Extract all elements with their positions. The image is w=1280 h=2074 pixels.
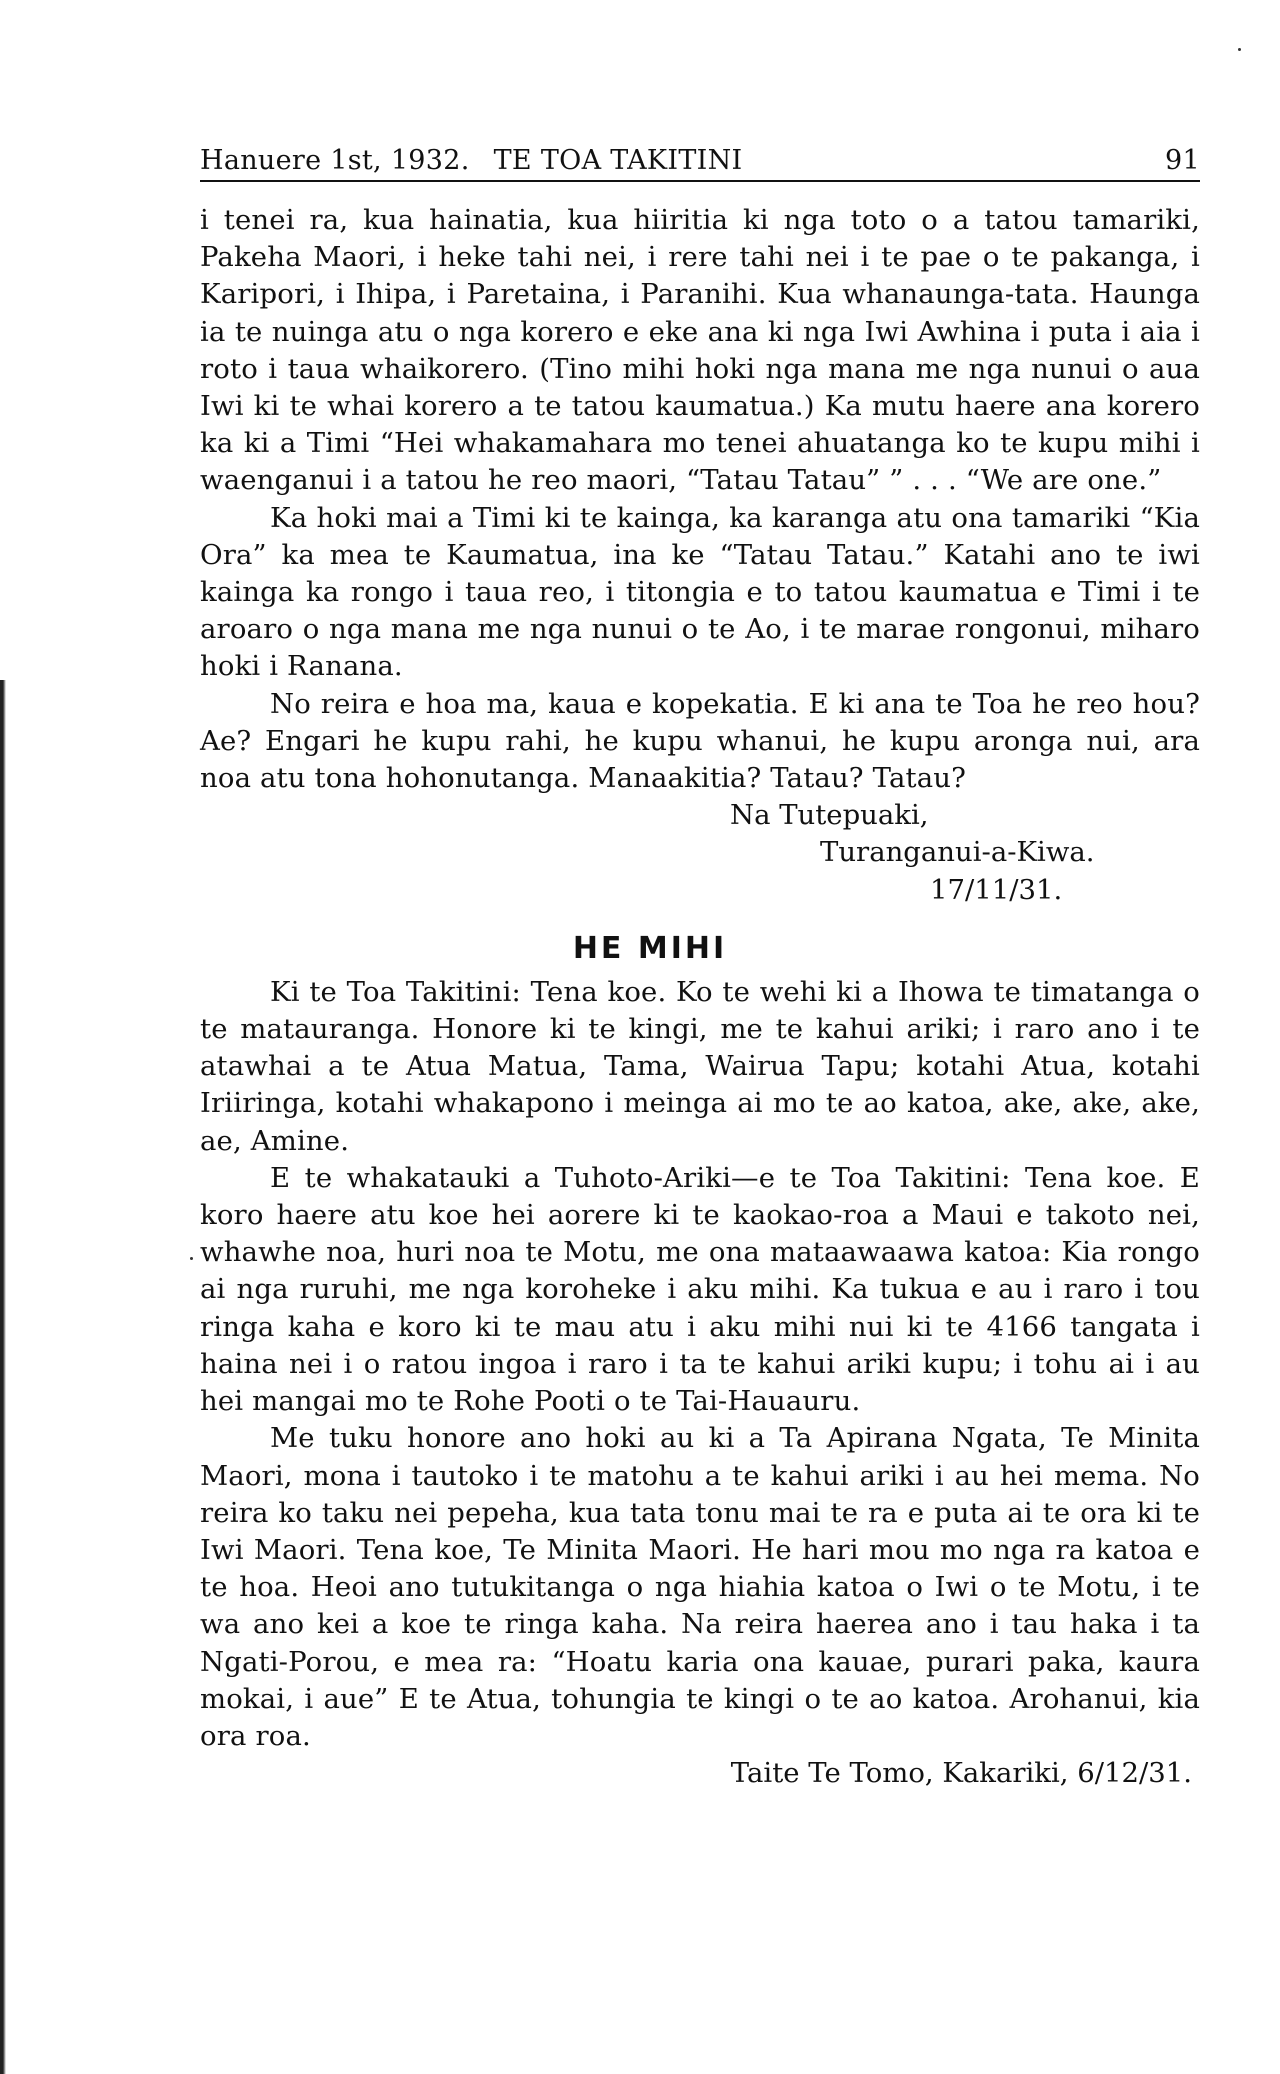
scan-speck [190,1257,193,1260]
letter1-paragraph-1: i tenei ra, kua hainatia, kua hiiritia ki nga toto o a tatou tamariki, Pakeha Maori, i heke tahi nei, i rere tahi nei i te pae o te pakanga, i Karipori, i Ihipa, i Paretaina, i Paranihi. Kua whanaunga-tata. Haunga ia te nuinga atu o nga korero e eke ana ki nga Iwi Awhina i puta i aia i roto i taua whaikorero. (Tino mihi hoki nga mana me nga nunui o aua Iwi ki te whai korero a te tatou kaumatua.) Ka mutu haere ana korero ka ki a Timi “Hei whakamahara mo tenei ahuatanga ko te kupu mihi i waenganui i a tatou he reo maori, “Tatau Tatau” ” . . . “We are one.” [200,204,1200,497]
letter2-paragraph-3: Me tuku honore ano hoki au ki a Ta Apirana Ngata, Te Minita Maori, mona i tautoko i te matohu a te kahui ariki i au hei mema. No reira ko taku nei pepeha, kua tata tonu mai te ra e puta ai te ora ki te Iwi Maori. Tena koe, Te Minita Maori. He hari mou mo nga ra katoa e te hoa. Heoi ano tutukitanga o nga hiahia katoa o Iwi o te Motu, i te wa ano kei a koe te ringa kaha. Na reira haerea ano i tau haka i ta Ngati-Porou, e mea ra: “Hoatu karia ona kauae, purari paka, kaura mokai, i aue” E te Atua, tohungia te kingi o te ao katoa. Arohanui, kia ora roa. [200,1422,1200,1752]
letter1-signature-name: Na Tutepuaki, [730,799,929,832]
publication-title: TE TOA TAKITINI [493,145,743,176]
letter2-signature: Taite Te Tomo, Kakariki, 6/12/31. [730,1757,1192,1790]
letter2-paragraph-1: Ki te Toa Takitini: Tena koe. Ko te wehi ki a Ihowa te timatanga o te matauranga. Honore ki te kingi, me te kahui ariki; i raro ano i te atawhai a te Atua Matua, Tama, Wairua Tapu; kotahi Atua, kotahi Iriiringa, kotahi whakapono i meinga ai mo te ao katoa, ake, ake, ake, ae, Amine. [200,975,1200,1157]
issue-date: Hanuere 1st, 1932. [200,145,470,176]
section-heading: HE MIHI [572,930,728,966]
running-head [200,145,1200,182]
letter1-signature-place: Turanganui-a-Kiwa. [820,836,1095,869]
letter1-paragraph-2: Ka hoki mai a Timi ki te kainga, ka karanga atu ona tamariki “Kia Ora” ka mea te Kaumatua, ina ke “Tatau Tatau.” Katahi ano te iwi kainga ka rongo i taua reo, i titongia e to tatou kaumatua e Timi i te aroaro o nga mana me nga nunui o te Ao, i te marae rongonui, miharo hoki i Ranana. [200,501,1200,683]
page-number: 91 [1165,145,1200,176]
scan-speck [1238,48,1241,51]
letter2-paragraph-2: E te whakatauki a Tuhoto-Ariki—e te Toa Takitini: Tena koe. E koro haere atu koe hei aorere ki te kaokao-roa a Maui e takoto nei, whawhe noa, huri noa te Motu, me ona mataawaawa katoa: Kia rongo ai nga ruruhi, me nga koroheke i aku mihi. Ka tukua e au i raro i tou ringa kaha e koro ki te mau atu i aku mihi nui ki te 4166 tangata i haina nei i o ratou ingoa i raro i ta te kahui ariki kupu; i tohu ai i au hei mangai mo te Rohe Pooti o te Tai-Hauauru. [200,1161,1200,1418]
letter1-paragraph-3: No reira e hoa ma, kaua e kopekatia. E ki ana te Toa he reo hou? Ae? Engari he kupu rahi, he kupu whanui, he kupu aronga nui, ara noa atu tona hohonutanga. Manaakitia? Tatau? Tatau? [200,687,1200,795]
scan-edge-shadow [0,680,6,2074]
document-page [200,145,1200,1792]
letter1-signature-date: 17/11/31. [930,873,1063,906]
